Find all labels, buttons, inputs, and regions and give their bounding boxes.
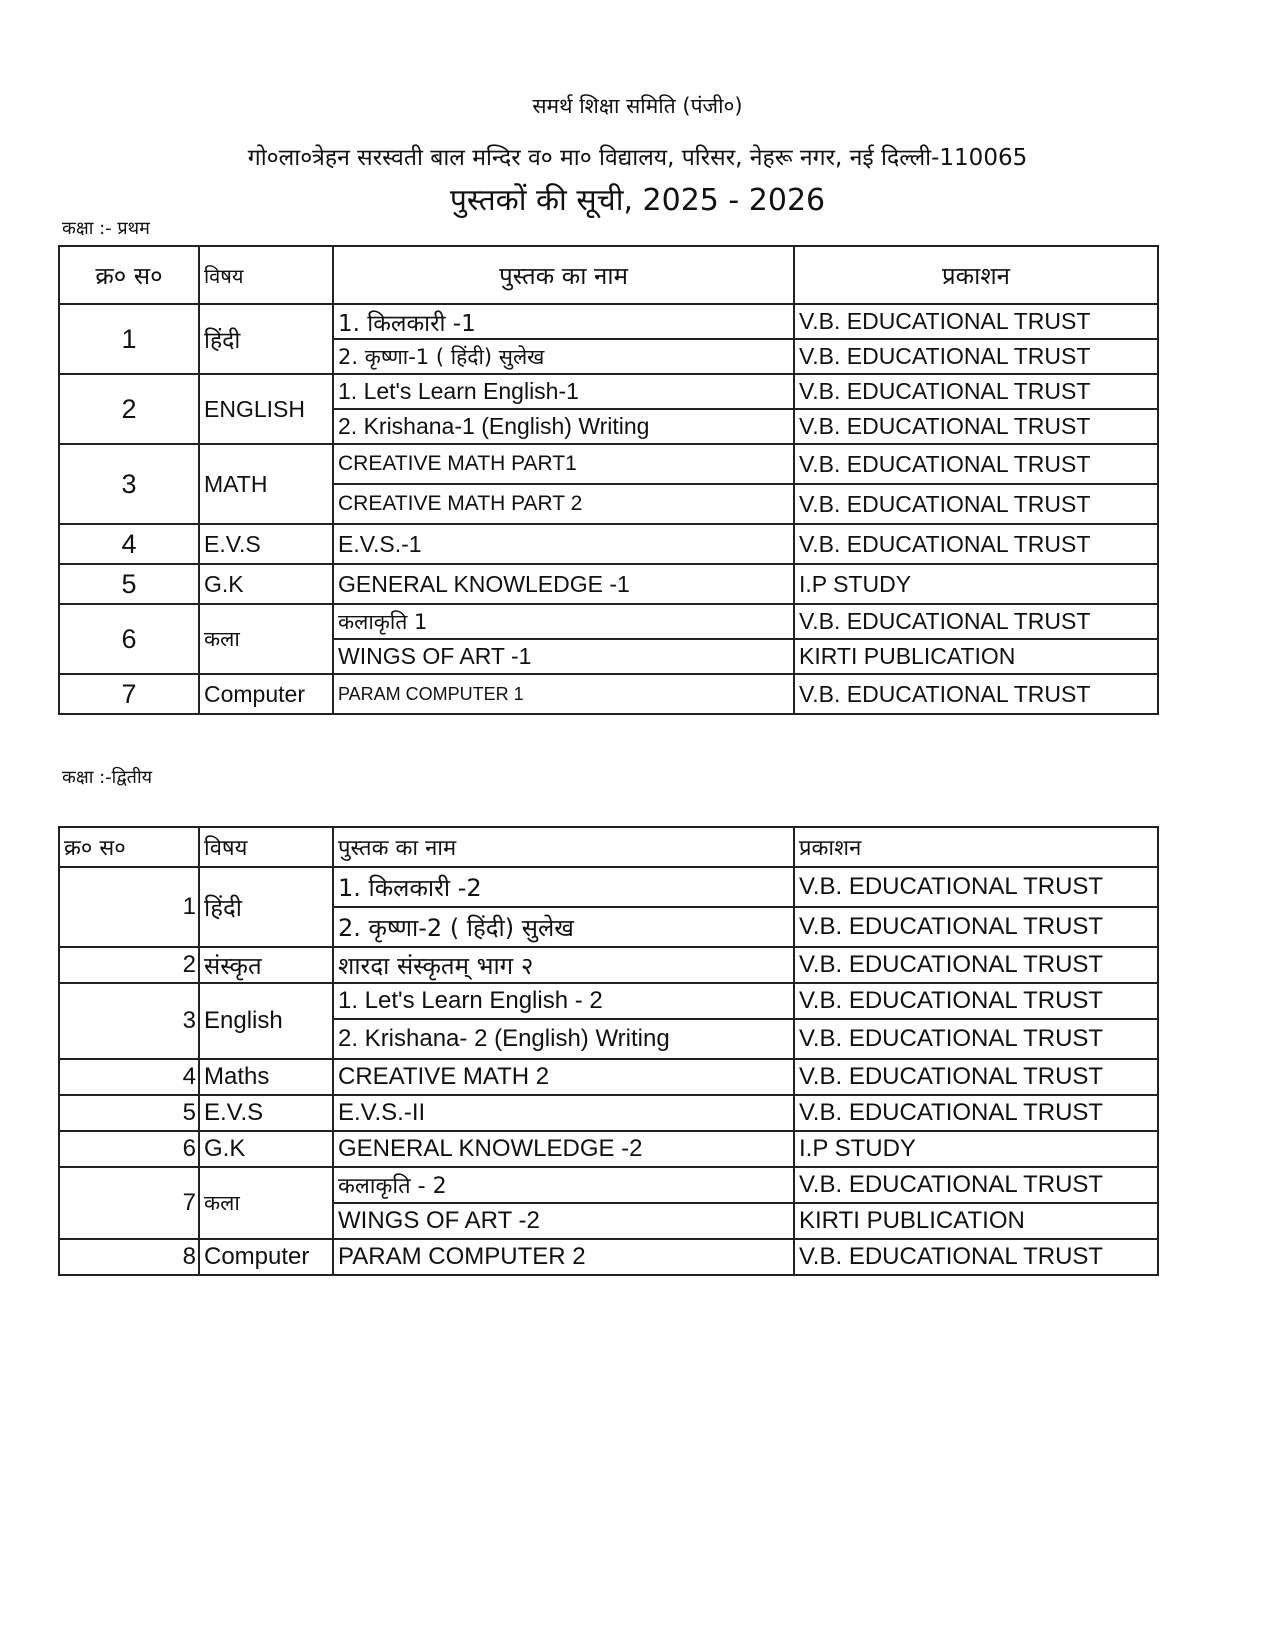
publisher: V.B. EDUCATIONAL TRUST <box>794 339 1158 374</box>
subject: कला <box>199 604 333 674</box>
sno: 3 <box>59 444 199 524</box>
subject: Maths <box>199 1059 333 1095</box>
table-row <box>59 983 1158 1019</box>
publisher: I.P STUDY <box>794 564 1158 604</box>
col-book-name: पुस्तक का नाम <box>333 827 794 867</box>
subject: English <box>199 983 333 1059</box>
sno: 5 <box>59 1095 199 1131</box>
table-row <box>59 604 1158 639</box>
book-name: कलाकृति 1 <box>333 604 794 639</box>
publisher: V.B. EDUCATIONAL TRUST <box>794 409 1158 444</box>
table-row <box>59 1131 1158 1167</box>
sno: 4 <box>59 524 199 564</box>
class2-book-table <box>58 826 1159 1276</box>
book-name: CREATIVE MATH PART 2 <box>333 484 794 524</box>
book-name: GENERAL KNOWLEDGE -2 <box>333 1131 794 1167</box>
sno: 8 <box>59 1239 199 1275</box>
publisher: V.B. EDUCATIONAL TRUST <box>794 947 1158 983</box>
book-name: 1. Let's Learn English-1 <box>333 374 794 409</box>
col-sno: क्र० स० <box>59 827 199 867</box>
subject: Computer <box>199 674 333 714</box>
book-name: E.V.S.-1 <box>333 524 794 564</box>
publisher: I.P STUDY <box>794 1131 1158 1167</box>
book-name: PARAM COMPUTER 1 <box>333 674 794 714</box>
organization-name: समर्थ शिक्षा समिति (पंजी०) <box>532 94 743 118</box>
publisher: V.B. EDUCATIONAL TRUST <box>794 1167 1158 1203</box>
class2-label: कक्षा :-द्वितीय <box>62 767 153 788</box>
publisher: V.B. EDUCATIONAL TRUST <box>794 1019 1158 1059</box>
table-row <box>59 947 1158 983</box>
sno: 6 <box>59 604 199 674</box>
publisher: V.B. EDUCATIONAL TRUST <box>794 674 1158 714</box>
subject: G.K <box>199 564 333 604</box>
table-row <box>59 524 1158 564</box>
col-publisher: प्रकाशन <box>794 246 1158 304</box>
publisher: V.B. EDUCATIONAL TRUST <box>794 444 1158 484</box>
table-row <box>59 374 1158 409</box>
col-book-name: पुस्तक का नाम <box>333 246 794 304</box>
publisher: V.B. EDUCATIONAL TRUST <box>794 1095 1158 1131</box>
book-name: 1. किलकारी -2 <box>333 867 794 907</box>
table-row <box>59 304 1158 339</box>
publisher: V.B. EDUCATIONAL TRUST <box>794 524 1158 564</box>
table-header-row <box>59 827 1158 867</box>
book-name: CREATIVE MATH 2 <box>333 1059 794 1095</box>
sno: 7 <box>59 674 199 714</box>
sno: 3 <box>59 983 199 1059</box>
book-name: 1. Let's Learn English - 2 <box>333 983 794 1019</box>
table-header-row <box>59 246 1158 304</box>
page-title: पुस्तकों की सूची, 2025 - 2026 <box>449 183 826 218</box>
publisher: V.B. EDUCATIONAL TRUST <box>794 374 1158 409</box>
table-row <box>59 564 1158 604</box>
book-name: PARAM COMPUTER 2 <box>333 1239 794 1275</box>
book-name: 2. कृष्णा-1 ( हिंदी) सुलेख <box>333 339 794 374</box>
subject: Computer <box>199 1239 333 1275</box>
col-subject: विषय <box>199 246 333 304</box>
school-address: गो०ला०त्रेहन सरस्वती बाल मन्दिर व० मा० विद्यालय, परिसर, नेहरू नगर, नई दिल्ली-110065 <box>247 145 1028 171</box>
book-name: 2. Krishana- 2 (English) Writing <box>333 1019 794 1059</box>
subject: कला <box>199 1167 333 1239</box>
book-name: GENERAL KNOWLEDGE -1 <box>333 564 794 604</box>
publisher: V.B. EDUCATIONAL TRUST <box>794 867 1158 907</box>
col-subject: विषय <box>199 827 333 867</box>
subject: संस्कृत <box>199 947 333 983</box>
sno: 1 <box>59 867 199 947</box>
publisher: V.B. EDUCATIONAL TRUST <box>794 1239 1158 1275</box>
book-name: 2. कृष्णा-2 ( हिंदी) सुलेख <box>333 907 794 947</box>
table-row <box>59 674 1158 714</box>
class1-label: कक्षा :- प्रथम <box>62 218 150 239</box>
subject: ENGLISH <box>199 374 333 444</box>
book-name: कलाकृति - 2 <box>333 1167 794 1203</box>
publisher: V.B. EDUCATIONAL TRUST <box>794 907 1158 947</box>
sno: 2 <box>59 374 199 444</box>
table-row <box>59 444 1158 484</box>
subject: E.V.S <box>199 524 333 564</box>
publisher: V.B. EDUCATIONAL TRUST <box>794 304 1158 339</box>
publisher: V.B. EDUCATIONAL TRUST <box>794 484 1158 524</box>
subject: MATH <box>199 444 333 524</box>
sno: 2 <box>59 947 199 983</box>
subject: हिंदी <box>199 304 333 374</box>
sno: 6 <box>59 1131 199 1167</box>
sno: 1 <box>59 304 199 374</box>
publisher: V.B. EDUCATIONAL TRUST <box>794 604 1158 639</box>
class1-book-table <box>58 245 1159 715</box>
book-name: 2. Krishana-1 (English) Writing <box>333 409 794 444</box>
publisher: KIRTI PUBLICATION <box>794 639 1158 674</box>
book-name: 1. किलकारी -1 <box>333 304 794 339</box>
col-sno: क्र० स० <box>59 246 199 304</box>
subject: G.K <box>199 1131 333 1167</box>
publisher: V.B. EDUCATIONAL TRUST <box>794 1059 1158 1095</box>
sno: 4 <box>59 1059 199 1095</box>
table-row <box>59 867 1158 907</box>
book-name: WINGS OF ART -2 <box>333 1203 794 1239</box>
table-row <box>59 1239 1158 1275</box>
sno: 7 <box>59 1167 199 1239</box>
col-publisher: प्रकाशन <box>794 827 1158 867</box>
publisher: V.B. EDUCATIONAL TRUST <box>794 983 1158 1019</box>
book-name: CREATIVE MATH PART1 <box>333 444 794 484</box>
table-row <box>59 1167 1158 1203</box>
book-name: E.V.S.-II <box>333 1095 794 1131</box>
publisher: KIRTI PUBLICATION <box>794 1203 1158 1239</box>
subject: हिंदी <box>199 867 333 947</box>
sno: 5 <box>59 564 199 604</box>
book-name: शारदा संस्कृतम् भाग २ <box>333 947 794 983</box>
subject: E.V.S <box>199 1095 333 1131</box>
table-row <box>59 1095 1158 1131</box>
book-name: WINGS OF ART -1 <box>333 639 794 674</box>
table-row <box>59 1059 1158 1095</box>
